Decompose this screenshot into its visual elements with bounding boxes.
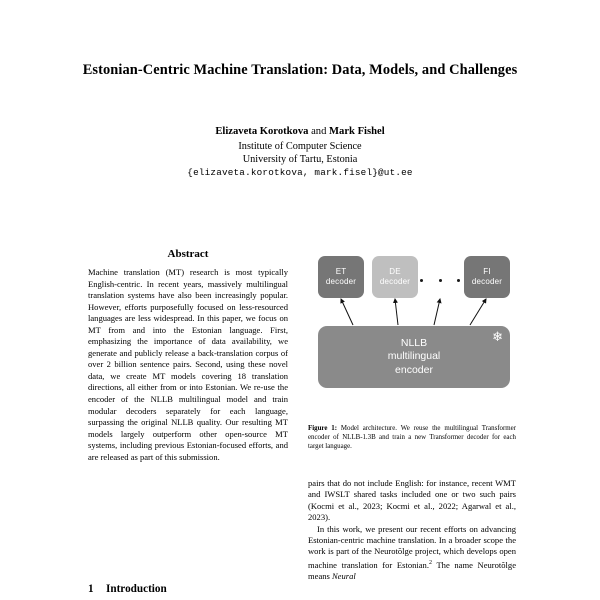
arrow-to-decoder-1 (341, 299, 353, 325)
author-list (60, 126, 540, 137)
dot-icon (420, 279, 423, 282)
abstract-heading: Abstract (167, 248, 209, 260)
right-column (308, 248, 516, 582)
encoder-line-3: encoder (395, 363, 433, 376)
author-email: {elizaveta.korotkova, mark.fisel}@ut.ee (187, 167, 413, 178)
figure-caption-text: Model architecture. We reuse the multilingual Transformer encoder of NLLB-1.3B and train a new Transformer decoder for each target language. (308, 425, 516, 451)
affiliation-institute: Institute of Computer Science (238, 141, 362, 152)
encoder-line-2: multilingual (387, 350, 441, 363)
figure-model-architecture (308, 248, 516, 451)
body-paragraph-2-part2: The name Neurotõlge means (308, 559, 516, 582)
arrow-to-decoder-2 (395, 299, 398, 325)
decoder-box-de (372, 256, 418, 298)
figure-caption-label: Figure 1: (308, 425, 338, 432)
connector-arrows (308, 296, 516, 326)
body-text (308, 478, 516, 583)
body-paragraph-2-part1: In this work, we present our recent efforts on advancing Estonian-centric machine translation. In a broader scope the work is part of the Neurotõlge project, which develops open machine translation for Estonian. (308, 523, 516, 570)
dot-icon (457, 279, 460, 282)
figure-caption (308, 424, 516, 452)
author-conjunction: and (311, 126, 327, 137)
encoder-line-1: NLLB (400, 336, 428, 349)
encoder-box-nllb (318, 326, 510, 388)
decoder-language-code: ET (335, 267, 347, 276)
decoder-label: decoder (471, 277, 503, 286)
abstract-text: Machine translation (MT) research is most typically English-centric. In recent years, massively multilingual translation systems have also been increasingly popular. However, efforts purposefully focused on less-resourced languages are less widespread. In this paper, we focus on MT from and into the Estonian language. First, emphasizing the importance of data availability, we generate and publicly release a back-translation corpus of over 2 billion sentence pairs. Second, using these novel data, we create MT models covering 18 translation directions, all either from or into Estonian. We re-use the encoder of the NLLB multilingual model and train modular decoders separately for each language, surpassing the original NLLB quality. Our resulting MT models largely outperform other open-source MT systems, including previous Estonian-focused efforts, and are released as part of this submission. (88, 267, 288, 462)
decoder-row (308, 256, 516, 300)
affiliation-university: University of Tartu, Estonia (242, 154, 358, 165)
arrow-to-decoder-3 (470, 299, 486, 325)
decoder-language-code: DE (389, 267, 401, 276)
decoder-box-et (318, 256, 364, 298)
section-title: Introduction (106, 583, 167, 595)
author-first: Elizaveta Korotkova (215, 126, 309, 137)
footnote-marker: 2 (428, 559, 432, 566)
left-column (88, 248, 288, 463)
page-title: Estonian-Centric Machine Translation: Data, Models, and Challenges (82, 62, 518, 78)
ellipsis-dots (420, 274, 460, 286)
decoder-label: decoder (325, 277, 357, 286)
body-paragraph-1: pairs that do not include English: for instance, recent WMT and IWSLT shared tasks included one or two such pairs (Kocmi et al., 2023; Kocmi et al., 2022; Agarwal et al., 2023). (308, 478, 516, 523)
decoder-box-fi (464, 256, 510, 298)
decoder-language-code: FI (483, 267, 491, 276)
author-second: Mark Fishel (329, 126, 385, 137)
arrow-to-dots (434, 299, 440, 325)
snowflake-icon: ❄ (492, 330, 503, 345)
dot-icon (439, 279, 442, 282)
decoder-label: decoder (379, 277, 411, 286)
body-italic-term: Neural (331, 571, 356, 582)
body-paragraph-2 (308, 524, 516, 583)
section-number: 1 (88, 583, 94, 595)
section-heading-introduction (88, 583, 288, 595)
